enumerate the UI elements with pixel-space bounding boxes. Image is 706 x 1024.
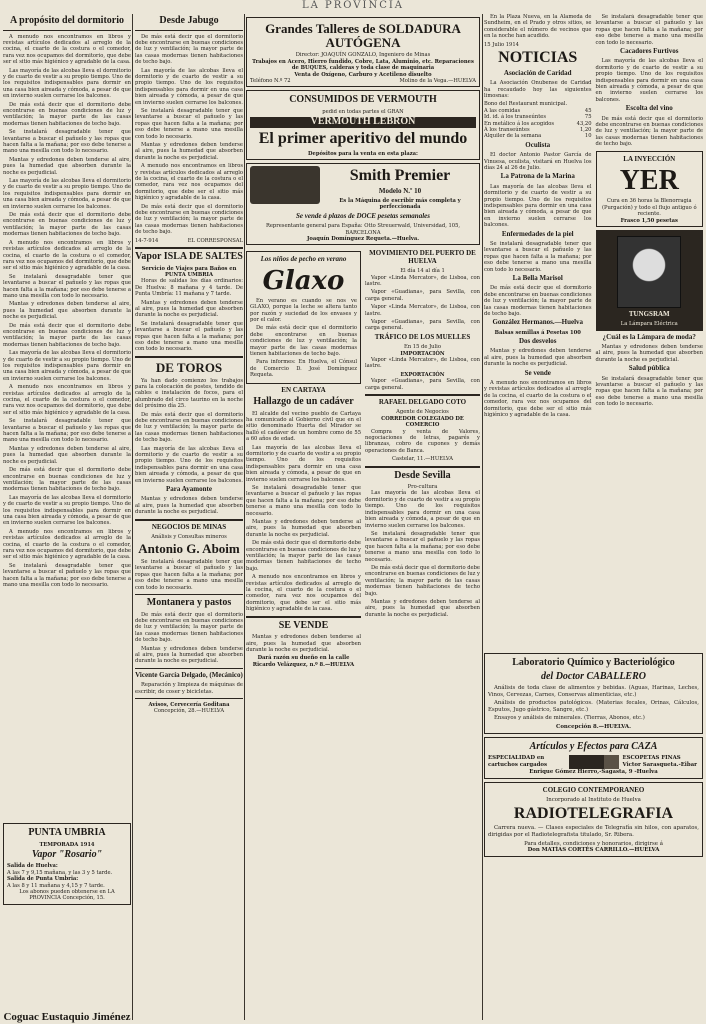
article-paragraph: De más está decir que el dormitorio debe encontrarse en buenas condiciones de luz y ventilación; la mayor parte de las casas modernas tienen habitaciones de techo bajo. bbox=[135, 411, 243, 444]
donation-table bbox=[484, 101, 592, 139]
donation-label: A las comidas bbox=[484, 107, 521, 114]
column-rule bbox=[132, 14, 133, 1020]
ad-address: Concepción, 28.—HUELVA bbox=[153, 708, 225, 715]
article-paragraph: Mantas y edredones deben tenderse al aire, pues la humedad que absorben durante la noche es perjudicial. bbox=[365, 598, 480, 618]
tungsram-ad bbox=[596, 230, 704, 331]
donation-label: Alquiler de la semana bbox=[484, 133, 542, 140]
ad-text bbox=[324, 166, 476, 211]
ad-subtitle: pedid en todas partes el GRAN bbox=[322, 108, 404, 115]
ad-subtitle: Depósitos para la venta en esta plaza: bbox=[308, 150, 418, 157]
ad-rep: Representante general para España: Otto Streuerwald, Universidad, 105, BARCELONA bbox=[265, 223, 461, 236]
article-paragraph: Mantas y edredones deben tenderse al aire, pues la humedad que absorben durante la noche es perjudicial. bbox=[246, 519, 361, 538]
smith-premier-ad bbox=[246, 163, 480, 246]
article-paragraph: En la Plaza Nueva, en la Alameda de Sundheim, en el Prado y otros sitios, se considerable el número de vecinos que en la noche han acudido. bbox=[484, 14, 592, 40]
article-date: En 15 de Julio bbox=[404, 344, 441, 351]
ad-subtitle: del Doctor CABALLERO bbox=[540, 670, 646, 682]
ad-title: Grandes Talleres de SOLDADURA AUTÓGENA bbox=[265, 21, 461, 50]
article-paragraph: Se instalará desagradable tener que levantarse a buscar el pañuelo y las ropas que hacen falta a la mañana; por eso debe tenerse a mano una mesilla con todo lo necesario. bbox=[3, 562, 131, 588]
ad-subtitle: Análisis y Consultas mineros bbox=[151, 533, 227, 540]
column-2 bbox=[135, 14, 243, 1024]
ad-brand: YER bbox=[619, 164, 679, 196]
article-title: Para Ayamonte bbox=[166, 485, 212, 494]
article-date: 14-7-914 bbox=[135, 237, 159, 244]
ad-body: Mantas y edredones deben tenderse al aire, pues la humedad que absorben durante la noche es perjudicial. bbox=[135, 299, 243, 319]
port-exit: Vapor «Guadiana», para Sevilla, con carga general. bbox=[365, 378, 480, 391]
article-paragraph: La Asociación Onubense de Caridad ha recaudado hoy las siguientes limosnas: bbox=[484, 80, 592, 99]
ad-phone: Teléfono N.º 72 bbox=[250, 77, 291, 84]
article-paragraph: De más está decir que el dormitorio debe encontrarse en buenas condiciones de luz y ventilación; la mayor parte de las casas modernas tienen habitaciones de techo bajo. bbox=[3, 212, 131, 238]
donation-label: En metálico á los acogidos bbox=[484, 120, 554, 127]
ad-body: Compra y venta de Valores, negociaciones de letras, pagarés y libranzas, cobro de cupones y demás operaciones de Banca. bbox=[365, 428, 480, 454]
bottom-right-ads bbox=[484, 650, 703, 860]
article-title: A propósito del dormitorio bbox=[10, 15, 124, 26]
article-paragraph: De más está decir que el dormitorio debe encontrarse en buenas condiciones de luz y ventilación; la mayor parte de las casas modernas tienen habitaciones de techo bajo. bbox=[246, 540, 362, 572]
article-title: Desde Jabugo bbox=[159, 15, 219, 26]
divider bbox=[135, 594, 243, 595]
article-title: Dos desvelos bbox=[518, 337, 557, 346]
article-paragraph: Las mayoría de las alcobas lleva el dormitorio y de cuarto de vestir a su propio tiempo. Uno de los requisitos indispensables para dormir en una casa bien aireada y cómoda, a pesar de que en invierno suelen cerrarse los balcones. bbox=[365, 490, 480, 529]
article-title: EN CARTAYA bbox=[281, 385, 326, 394]
article-paragraph: Mantas y edredones deben tenderse al aire, pues la humedad que absorben durante la noche es perjudicial. bbox=[595, 344, 703, 363]
port-entry: Vapor «Linda Mercator», de Lisboa, con lastre. bbox=[365, 356, 480, 370]
ad-body: En verano es cuando se nos ve GLAXO, porque la leche se altera tanto por razón y suciedad de los envases y por el calor. bbox=[250, 297, 357, 323]
article-paragraph: Mantas y edredones deben tenderse al aire, pues la humedad que absorben durante la noche es perjudicial. bbox=[484, 348, 592, 368]
article-signoff bbox=[135, 238, 243, 244]
article-title: DE TOROS bbox=[155, 359, 223, 375]
soldadura-ad bbox=[246, 17, 480, 87]
article-title: Hallazgo de un cadáver bbox=[253, 396, 354, 407]
ad-title: LA INYECCIÓN bbox=[623, 154, 676, 163]
divider bbox=[365, 394, 480, 396]
ad-body: Carrera nueva. — Clases especiales de Telegrafía sin hilos, con aparatos, dirigidas por el Radiotelegrafista titulado, Sr. Ribera. bbox=[488, 825, 699, 838]
ad-footer: Los abonos pueden obtenerse en LA PROVINCIA Concepción, 15. bbox=[19, 889, 115, 902]
ad-body: Balsas semillas á Pesetas 100 bbox=[494, 329, 581, 336]
ad-body: De más está decir que el dormitorio debe encontrarse en buenas condiciones de luz y ventilación; la mayor parte de las casas modernas tienen habitaciones de techo bajo. bbox=[250, 325, 357, 358]
article-paragraph: De más está decir que el dormitorio debe encontrarse en buenas condiciones de luz y ventilación; la mayor parte de las casas modernas tienen habitaciones de techo bajo. bbox=[135, 33, 243, 66]
article-title: ¿Cuál es la Lámpara de moda? bbox=[602, 332, 696, 341]
article-paragraph: Mantas y edredones deben tenderse al aire, pues la humedad que absorben durante la noche es perjudicial. bbox=[3, 301, 131, 321]
article-title: Montanera y pastos bbox=[146, 597, 232, 608]
article-paragraph: De más está decir que el dormitorio debe encontrarse en buenas condiciones de luz y ventilación; la mayor parte de las casas modernas tienen habitaciones de techo bajo. bbox=[135, 611, 243, 644]
ad-title: PUNTA UMBRIA bbox=[28, 827, 106, 838]
divider bbox=[135, 356, 243, 358]
ad-title: Avisos, Cervecería Goditana bbox=[148, 701, 230, 708]
glaxo-ad bbox=[246, 251, 361, 383]
article-date: El día 14 al día 1 bbox=[400, 268, 445, 275]
article-title: Desde Sevilla bbox=[394, 469, 451, 481]
ad-brand: VERMOUTH LEBRÓN bbox=[250, 117, 476, 128]
laboratorio-ad bbox=[484, 653, 703, 734]
divider bbox=[135, 698, 243, 699]
ad-specialty: cartuchos cargados bbox=[488, 761, 548, 768]
ad-title: Artículos y Efectos para CAZA bbox=[529, 740, 658, 752]
article-paragraph: Mantas y edredones deben tenderse al aire, pues la humedad que absorben durante la noche es perjudicial. bbox=[3, 445, 131, 465]
article-subtitle: Pro-cultura bbox=[407, 484, 438, 491]
ad-subtitle: Incorporado al Instituto de Huelva bbox=[546, 797, 641, 803]
ad-subtitle: Servicio de Viajes para Baños en PUNTA UMBRIA bbox=[141, 265, 237, 278]
column-rule bbox=[482, 14, 483, 1020]
donation-row bbox=[484, 133, 592, 139]
ad-season: TEMPORADA 1914 bbox=[39, 841, 95, 848]
article-paragraph: Las mayoría de las alcobas lleva el dormitorio y de cuarto de vestir a su propio tiempo. Uno de los requisitos indispensables para dormir en una casa bien aireada y cómoda, a pesar de que en invierno suelen cerrarse los balcones. bbox=[135, 445, 243, 484]
ad-title: COLEGIO CONTEMPORANEO bbox=[542, 785, 645, 794]
masthead: LA PROVINCIA bbox=[301, 0, 405, 11]
light-bulb-illustration bbox=[617, 236, 681, 308]
ad-body: Se instalará desagradable tener que levantarse a buscar el pañuelo y las ropas que hacen falta a la mañana; por eso debe tenerse a mano una mesilla con todo lo necesario. bbox=[135, 320, 243, 353]
article-paragraph: De más está decir que el dormitorio debe encontrarse en buenas condiciones de luz y ventilación; la mayor parte de las casas modernas tienen habitaciones de techo bajo. bbox=[3, 101, 131, 127]
article-title: La Bella Marisol bbox=[512, 273, 563, 282]
article-date: 15 Julio 1914 bbox=[484, 41, 519, 48]
section-label: EXPORTACIÓN bbox=[400, 371, 445, 378]
article-author: EL CORRESPONSAL bbox=[187, 237, 243, 244]
ad-subtitle: CORREDOR COLEGIADO DE COMERCIO bbox=[381, 415, 464, 429]
ad-row bbox=[250, 166, 476, 211]
article-paragraph: De más está decir que el dormitorio debe encontrarse en buenas condiciones de luz y ventilación; la mayor parte de las casas modernas tienen habitaciones de techo bajo. bbox=[3, 322, 131, 348]
article-paragraph: Las mayoría de las alcobas lleva el dormitorio y de cuarto de vestir a su propio tiempo. Uno de los requisitos indispensables para dormir en una casa bien aireada y cómoda, a pesar de que en invierno suelen cerrarse los balcones. bbox=[484, 183, 592, 229]
ad-label: Salida de Punta Umbria: bbox=[7, 876, 79, 883]
article-title: Se vende bbox=[524, 368, 551, 377]
port-entry: Vapor «Linda Mercator», de Lisboa, con lastre. bbox=[365, 304, 480, 317]
ad-body: Venta de Oxígeno, Carburo y Acetileno disuelto bbox=[294, 71, 432, 78]
article-paragraph: Mantas y edredones deben tenderse al aire, pues la humedad que absorben durante la noche es perjudicial. bbox=[135, 496, 243, 516]
article-paragraph: Ya han dado comienzo los trabajos para la colocación de postes, tendido de cables e instalación de focos, para el alumbrado del circo taurino en la noche del próximo día 25. bbox=[135, 377, 243, 410]
article-paragraph: Mantas y edredones deben tenderse al aire, pues la humedad que absorben durante la noche es perjudicial. bbox=[135, 645, 243, 665]
donation-amount: 1,20 bbox=[579, 127, 592, 134]
article-paragraph: A menudo nos encontramos en libros y revistas artículos dedicados al arreglo de la cocina, el cuarto de la costura o el comedor, rara vez nos ocupamos del dormitorio, que debe ser el sitio más higiénico y agradable de la casa. bbox=[3, 384, 131, 416]
column-1 bbox=[3, 14, 131, 1024]
ad-text bbox=[488, 755, 565, 769]
ad-vessel: Vapor "Rosario" bbox=[31, 848, 103, 860]
donation-label: Á los transeúntes bbox=[484, 127, 530, 134]
divider bbox=[135, 247, 243, 249]
column-4-top bbox=[484, 14, 703, 420]
ad-body: Reparación y limpieza de máquinas de escribir, de coser y bicicletas. bbox=[135, 682, 243, 695]
divider bbox=[135, 519, 243, 521]
ad-address: Castelar, 11.—HUELVA bbox=[392, 456, 453, 463]
article-paragraph: Las mayoría de las alcobas lleva el dormitorio y de cuarto de vestir a su propio tiempo. Uno de los requisitos indispensables para dormir en una casa bien aireada y cómoda, a pesar de que en invierno suelen cerrarse los balcones. bbox=[246, 444, 361, 483]
ad-body: Para informes: En Huelva, el Cónsul de Comercio D. José Domínguez Requeta. bbox=[250, 359, 357, 379]
port-exit: Vapor «Guadiana», para Sevilla, con carga general. bbox=[365, 318, 480, 332]
article-title: Asociación de Caridad bbox=[503, 68, 572, 77]
article-title: MOVIMIENTO DEL PUERTO DE HUELVA bbox=[369, 249, 476, 265]
article-paragraph: Se instalará desagradable tener que levantarse a buscar el pañuelo y las ropas que hacen falta a la mañana; por eso debe tenerse a mano una mesilla con todo lo necesario. bbox=[595, 375, 703, 408]
ad-subtitle: La Lámpara Eléctrica bbox=[620, 321, 678, 328]
ad-local: Joaquín Domínguez Requeta.—Huelva. bbox=[306, 236, 420, 243]
article-paragraph: Se instalará desagradable tener que levantarse a buscar el pañuelo y las ropas que hacen falta a la mañana; por eso debe tenerse a mano una mesilla con todo lo necesario. bbox=[135, 107, 243, 140]
article-title: TRÁFICO DE LOS MUELLES bbox=[374, 332, 471, 341]
article-paragraph: A menudo nos encontramos en libros y revistas artículos dedicados al arreglo de la cocina, el cuarto de la costura o el comedor, rara vez nos ocupamos del dormitorio, que debe ser el sitio más higiénico y agradable de la casa. bbox=[3, 239, 131, 272]
ad-title: Vapor ISLA DE SALTES bbox=[135, 251, 243, 263]
article-paragraph: Las mayoría de las alcobas lleva el dormitorio y de cuarto de vestir a su propio tiempo. Uno de los requisitos indispensables para dormir en una casa bien aireada y cómoda, a pesar de que en invierno suelen cerrarse los balcones. bbox=[595, 58, 703, 103]
ad-label: Salida de Huelva: bbox=[7, 863, 58, 870]
article-title: Salud pública bbox=[628, 364, 670, 373]
divider bbox=[246, 616, 361, 618]
ad-body: Cura en 36 horas la Blenorragia (Purgación) y todo el flujo antiguo ó reciente. bbox=[601, 198, 697, 218]
ad-specialty: ESCOPETAS FINAS bbox=[622, 755, 681, 762]
ad-headline: RADIOTELEGRAFIA bbox=[513, 804, 674, 822]
article-paragraph: Mantas y edredones deben tenderse al aire, pues la humedad que absorben durante la noche es perjudicial. bbox=[3, 156, 131, 176]
column-3-split bbox=[246, 248, 480, 668]
ad-row bbox=[488, 755, 699, 769]
ad-director: Director: JOAQUÍN GONZALO, Ingeniero de Minas bbox=[295, 52, 431, 59]
donation-label: Bono del Restaurant municipal. bbox=[484, 101, 568, 108]
article-paragraph: A menudo nos encontramos en libros y revistas artículos dedicados al arreglo de la cocina, el cuarto de la costura o el comedor, rara vez nos ocupamos del dormitorio, que debe ser el sitio más higiénico y agradable de la casa. bbox=[246, 574, 361, 613]
ad-title: Vicente García Delgado, (Mecánico) bbox=[135, 670, 243, 679]
right-subcolumn bbox=[365, 248, 480, 668]
donation-amount: 45 bbox=[584, 107, 592, 114]
article-paragraph: Las mayoría de las alcobas lleva el dormitorio y de cuarto de vestir a su propio tiempo. Uno de los requisitos indispensables para dormir en una casa bien aireada y cómoda, a pesar de que en invierno suelen cerrarse los balcones. bbox=[3, 67, 131, 100]
ad-schedule: A las 8 y 11 mañana y 4,15 y 7 tarde. bbox=[7, 882, 105, 889]
column-3 bbox=[246, 14, 480, 1024]
colegio-ad bbox=[484, 782, 703, 857]
article-paragraph: Las mayoría de las alcobas lleva el dormitorio y de cuarto de vestir a su propio tiempo. Uno de los requisitos indispensables para dormir en una casa bien aireada y cómoda, a pesar de que en invierno suelen cerrarse los balcones. bbox=[3, 350, 131, 382]
donation-amount: 43,20 bbox=[576, 120, 592, 127]
article-paragraph: Las mayoría de las alcobas lleva el dormitorio y de cuarto de vestir a su propio tiempo. Uno de los requisitos indispensables para dormir en una casa bien aireada y cómoda, a pesar de que en invierno suelen cerrarse los balcones. bbox=[3, 494, 131, 527]
ad-specialty: ESPECIALIDAD en bbox=[488, 755, 545, 762]
column-4 bbox=[484, 14, 703, 648]
article-paragraph: Se instalará desagradable tener que levantarse a buscar el pañuelo y las ropas que hacen falta a la mañana; por eso debe tenerse a mano una mesilla con todo lo necesario. bbox=[484, 240, 592, 273]
ad-director: Don MATÍAS CORTÉS CARRILLO.—HUELVA bbox=[527, 847, 660, 854]
article-paragraph: Se instalará desagradable tener que levantarse a buscar el pañuelo y las ropas que hacen falta a la mañana; por eso debe tenerse a mano una mesilla con todo lo necesario. bbox=[246, 484, 361, 517]
donation-label: Id. id. á los transeúntes bbox=[484, 114, 547, 121]
article-title: Oculista bbox=[525, 140, 551, 149]
article-title: Cacadores Furtivos bbox=[620, 47, 679, 56]
article-paragraph: De más está decir que el dormitorio debe encontrarse en buenas condiciones de luz y ventilación; la mayor parte de las casas modernas tienen habitaciones de techo bajo. bbox=[484, 285, 592, 317]
article-title: Enfermedades de la piel bbox=[501, 229, 574, 238]
ad-contact bbox=[250, 78, 476, 84]
ad-title: SE VENDE bbox=[278, 619, 329, 631]
ad-body: Mantas y edredones deben tenderse al aire, pues la humedad que absorben durante la noche es perjudicial. bbox=[246, 634, 361, 653]
ad-maker: Victor Sarasqueta.-Eibar bbox=[622, 761, 697, 768]
divider bbox=[135, 668, 243, 669]
article-paragraph: De más está decir que el dormitorio debe encontrarse en buenas condiciones de luz y ventilación; la mayor parte de las casas modernas tienen habitaciones de techo bajo. bbox=[365, 564, 480, 597]
ad-offer: Se vende á plazos de DOCE pesetas semanales bbox=[296, 211, 430, 220]
donation-amount: 75 bbox=[584, 114, 592, 121]
article-title: La Patrona de la Marina bbox=[500, 172, 575, 181]
port-exit: Vapor «Guadiana», para Sevilla, con carga general. bbox=[365, 289, 480, 302]
ad-body: Es la Máquina de escribir más completa y perfeccionada bbox=[339, 198, 461, 211]
article-paragraph: A menudo nos encontramos en libros y revistas artículos dedicados al arreglo de la cocina, el cuarto de la costura o el comedor, rara vez nos ocupamos del dormitorio, que debe ser el sitio más higiénico y agradable de la casa. bbox=[3, 33, 131, 66]
ad-title: RAFAEL DELGADO COTO bbox=[378, 397, 467, 406]
divider bbox=[365, 466, 480, 468]
ad-contact: Para detalles, condiciones y honorarios, dirigirse á bbox=[524, 840, 663, 847]
ad-title: Laboratorio Químico y Bacteriológico bbox=[512, 657, 675, 668]
ad-headline: El primer aperitivo del mundo bbox=[258, 129, 468, 147]
divider bbox=[135, 30, 243, 31]
ad-title: Los niños de pecho en verano bbox=[260, 255, 347, 264]
article-paragraph: Se instalará desagradable tener que levantarse a buscar el pañuelo y las ropas que hacen falta a la mañana; por eso debe tenerse a mano una mesilla con todo lo necesario. bbox=[3, 129, 131, 155]
ad-title: González Hermanos.—Huelva bbox=[492, 318, 584, 327]
ad-title: NEGOCIOS DE MINAS bbox=[151, 522, 227, 531]
ad-body: Trabajos en Acero, Hierro fundido, Cobre, Lata, Aluminio, etc. Reparaciones de BUQUES, calderas y toda clase de maquinaria bbox=[252, 58, 474, 72]
article-paragraph: A menudo nos encontramos en libros y revistas artículos dedicados al arreglo de la cocina, el cuarto de la costura o el comedor, rara vez nos ocupamos del dormitorio, que debe ser el sitio más higiénico y agradable de la casa. bbox=[484, 379, 592, 419]
ad-model: Modelo N.º 10 bbox=[378, 186, 422, 195]
yer-ad bbox=[596, 151, 704, 227]
article-paragraph: Mantas y edredones deben tenderse al aire, pues la humedad que absorben durante la noche es perjudicial. bbox=[135, 142, 243, 161]
ad-body: Ensayos y análisis de minerales. (Tierras, Abonos, etc.) bbox=[494, 715, 645, 722]
article-paragraph: El alcalde del vecino pueblo de Cartaya ha comunicado al Gobierno civil que en el sitio denominado Huerta del Mirador se halló el cadáver de un hombre como de 55 a 60 años de edad. bbox=[246, 410, 361, 443]
column-rule bbox=[244, 14, 245, 1020]
article-paragraph: Las mayoría de las alcobas lleva el dormitorio y de cuarto de vestir a su propio tiempo. Uno de los requisitos indispensables para dormir en una casa bien aireada y cómoda, a pesar de que en invierno suelen cerrarse los balcones. bbox=[135, 67, 243, 106]
ad-address: Dará razón su dueño en la calle Ricardo Velázquez, n.º 8.—HUELVA bbox=[252, 655, 355, 668]
ad-schedule: A las 7 y 9,15 mañana, y las 3 y 5 tarde. bbox=[7, 869, 113, 876]
vermouth-ad bbox=[246, 90, 480, 160]
glaxo-logo: Glaxo bbox=[262, 265, 345, 296]
article-paragraph: Las mayoría de las alcobas lleva el dormitorio y de cuarto de vestir a su propio tiempo. Uno de los requisitos indispensables para dormir en una casa bien aireada y cómoda, a pesar de que en invierno suelen cerrarse los balcones. bbox=[3, 178, 131, 210]
ad-title: CONSUMIDOS DE VERMOUTH bbox=[289, 94, 437, 106]
article-paragraph: Se instalará desagradable tener que levantarse a buscar el pañuelo y las ropas que hacen falta a la mañana; por eso debe tenerse a mano una mesilla con todo lo necesario. bbox=[3, 273, 131, 299]
article-paragraph: De más está decir que el dormitorio debe encontrarse en buenas condiciones de luz y ventilación; la mayor parte de las casas modernas tienen habitaciones de techo bajo. bbox=[3, 467, 131, 493]
ad-body: Análisis de productos patológicos. (Materias fecales, Orinas, Cálculos, Esputos, Jugo gástrico, Sangre, etc.) bbox=[488, 700, 699, 713]
ad-price: Frasco 1,50 pesetas bbox=[620, 217, 678, 224]
right-subcolumn bbox=[596, 14, 704, 420]
port-entry: Vapor «Linda Mercator», de Lisboa, con lastre. bbox=[365, 274, 480, 287]
article-title: Escolta del vino bbox=[625, 104, 673, 113]
article-paragraph: Se instalará desagradable tener que levantarse a buscar el pañuelo y las ropas que hacen falta a la mañana; por eso debe tenerse a mano una mesilla con todo lo necesario. bbox=[595, 14, 703, 46]
ad-brand: TUNGSRAM bbox=[628, 309, 670, 318]
punta-umbria-ad bbox=[3, 823, 131, 905]
article-paragraph: A menudo nos encontramos en libros y revistas artículos dedicados al arreglo de la cocina, el cuarto de la costura o el comedor, rara vez nos ocupamos del dormitorio, que debe ser el sitio más higiénico y agradable de la casa. bbox=[135, 163, 243, 202]
article-paragraph: De más está decir que el dormitorio debe encontrarse en buenas condiciones de luz y ventilación; la mayor parte de las casas modernas tienen habitaciones de techo bajo. bbox=[595, 115, 703, 148]
ad-body: Horas de salidas los días ordinarios: De Huelva: 8 mañana y 4 tarde. De Punta Umbría: 11 mañana y 7 tarde. bbox=[135, 278, 243, 298]
section-label: IMPORTACIÓN bbox=[400, 350, 445, 357]
ad-name: Antonio G. Aboim bbox=[138, 541, 240, 557]
article-paragraph: A menudo nos encontramos en libros y revistas artículos dedicados al arreglo de la cocina, el cuarto de la costura o el comedor, rara vez nos ocupamos del dormitorio, que debe ser el sitio más higiénico y agradable de la casa. bbox=[3, 528, 131, 561]
article-paragraph: De más está decir que el dormitorio debe encontrarse en buenas condiciones de luz y ventilación; la mayor parte de las casas modernas tienen habitaciones de techo bajo. bbox=[135, 203, 243, 236]
article-paragraph: Se instalará desagradable tener que levantarse a buscar el pañuelo y las ropas que hacen falta a la mañana; por eso debe tenerse a mano una mesilla con todo lo necesario. bbox=[3, 418, 131, 444]
article-paragraph: El doctor Antonio Pastor García de Vinuesa, oculista, visitará en Huelva los días 24 al 26 de Julio. bbox=[484, 152, 592, 171]
article-paragraph: Se instalará desagradable tener que levantarse a buscar el pañuelo y las ropas que hacen falta a la mañana; por eso debe tenerse a mano una mesilla con todo lo necesario. bbox=[365, 530, 480, 563]
caza-ad bbox=[484, 737, 703, 779]
typewriter-illustration bbox=[250, 166, 320, 204]
ad-title: Smith Premier bbox=[349, 166, 451, 184]
ad-text bbox=[623, 755, 700, 769]
shotgun-icon bbox=[569, 755, 619, 769]
cognac-ad: Coguac Eustaquio Jiménez bbox=[3, 1011, 131, 1023]
divider bbox=[3, 30, 131, 31]
ad-subtitle: Agente de Negocios bbox=[396, 409, 449, 416]
left-subcolumn bbox=[246, 248, 361, 668]
donation-amount: 10 bbox=[584, 133, 592, 140]
ad-body: Se instalará desagradable tener que levantarse a buscar el pañuelo y las ropas que hacen falta a la mañana; por eso debe tenerse a mano una mesilla con todo lo necesario. bbox=[135, 558, 243, 591]
ad-address: Molino de la Vega.—HUELVA bbox=[399, 77, 476, 84]
section-title: NOTICIAS bbox=[498, 49, 578, 67]
ad-body: Análisis de toda clase de alimentos y bebidas. (Aguas, Harinas, Leches, Vinos, Cervezas, Carnes, Conservas alimenticias, etc.) bbox=[488, 685, 699, 698]
ad-address: Enrique Gómez Hierro,-Sagasta, 9 -Huelva bbox=[529, 769, 658, 776]
ad-address: Concepción 8.—HUELVA. bbox=[556, 723, 631, 730]
left-subcolumn bbox=[484, 14, 592, 420]
